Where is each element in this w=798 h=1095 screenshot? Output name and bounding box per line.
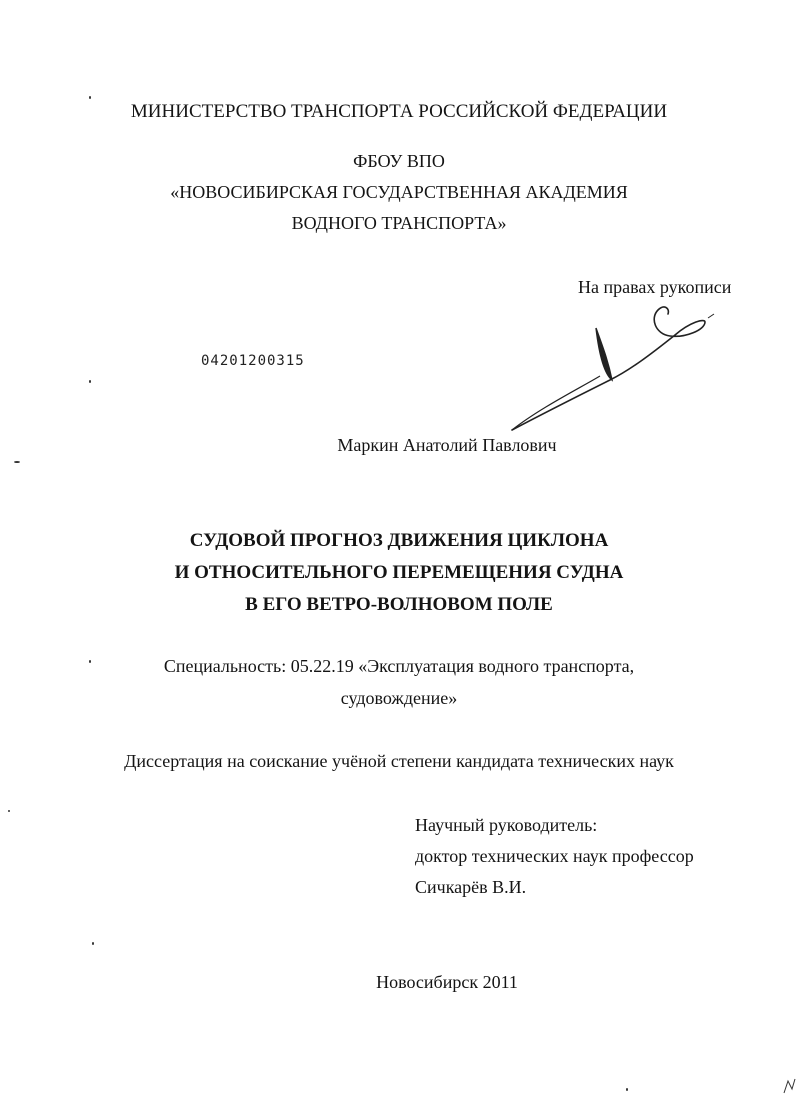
scan-speck [14,461,20,463]
supervisor-degree: доктор технических наук профессор [415,846,694,866]
title-line1: СУДОВОЙ ПРОГНОЗ ДВИЖЕНИЯ ЦИКЛОНА [189,530,609,551]
corner-mark [780,1075,798,1095]
scan-speck [8,810,10,812]
supervisor-label: Научный руководитель: [415,815,598,835]
title-line3: В ЕГО ВЕТРО-ВОЛНОВОМ ПОЛЕ [245,594,553,615]
author-name: Маркин Анатолий Павлович [337,435,557,455]
supervisor-name: Сичкарёв В.И. [415,877,527,897]
specialty-line1: Специальность: 05.22.19 «Эксплуатация водного транспорта, [163,656,635,676]
institution-name-line2: ВОДНОГО ТРАНСПОРТА» [291,213,507,233]
scan-speck [92,942,94,945]
document-number: 04201200315 [201,353,305,369]
city-year: Новосибирск 2011 [376,972,518,992]
dissertation-note: Диссертация на соискание учёной степени кандидата технических наук [124,751,674,771]
institution-name-line1: «НОВОСИБИРСКАЯ ГОСУДАРСТВЕННАЯ АКАДЕМИЯ [170,182,628,202]
ministry-heading: МИНИСТЕРСТВО ТРАНСПОРТА РОССИЙСКОЙ ФЕДЕРАЦИИ [130,101,668,122]
scan-speck [89,660,91,663]
specialty-line2: судовождение» [340,688,458,708]
manuscript-note: На правах рукописи [578,277,732,297]
institution-type: ФБОУ ВПО [353,151,445,171]
signature [500,300,740,440]
scan-speck [89,380,91,383]
scan-speck [626,1088,628,1091]
scan-speck [89,96,91,99]
title-line2: И ОТНОСИТЕЛЬНОГО ПЕРЕМЕЩЕНИЯ СУДНА [174,562,624,583]
